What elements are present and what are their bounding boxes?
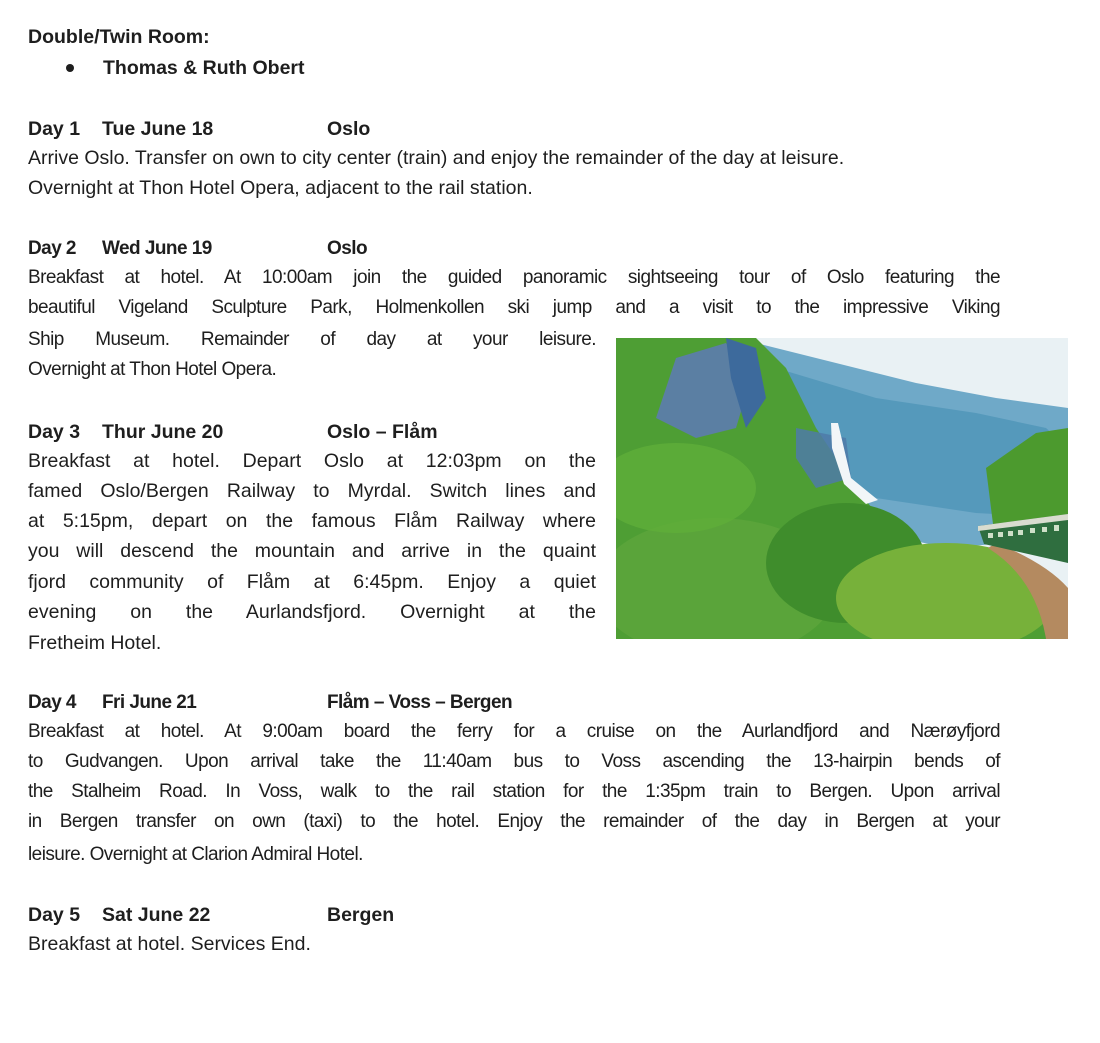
day-location: Oslo: [327, 118, 371, 140]
day-text-line: Overnight at Thon Hotel Opera, adjacent to the rail station.: [28, 177, 533, 199]
day-text-line: leisure. Overnight at Clarion Admiral Hotel.: [28, 844, 363, 865]
day-location: Oslo: [327, 238, 368, 259]
day-text-line: Arrive Oslo. Transfer on own to city center (train) and enjoy the remainder of the day at leisure.: [28, 147, 845, 169]
day-text-line: Fretheim Hotel.: [28, 632, 162, 654]
day-number: Day 3: [28, 421, 81, 443]
day-text-line: evening on the Aurlandsfjord. Overnight at the: [28, 601, 596, 623]
day-location: Bergen: [327, 904, 395, 926]
day-date: Tue June 18: [102, 118, 214, 140]
guest-name: Thomas & Ruth Obert: [103, 57, 305, 79]
day-text-line: at 5:15pm, depart on the famous Flåm Railway where: [28, 510, 596, 532]
room-heading: Double/Twin Room:: [28, 26, 210, 48]
day-date: Thur June 20: [102, 421, 224, 443]
day-number: Day 4: [28, 692, 76, 713]
day-text-line: Breakfast at hotel. At 9:00am board the ferry for a cruise on the Aurlandfjord and Nærøyfjord: [28, 721, 1000, 742]
day-text-line: the Stalheim Road. In Voss, walk to the rail station for the 1:35pm train to Bergen. Upon arrival: [28, 781, 1000, 802]
day-date: Wed June 19: [102, 238, 212, 259]
day-location: Oslo – Flåm: [327, 421, 438, 443]
day-text-line: to Gudvangen. Upon arrival take the 11:40am bus to Voss ascending the 13-hairpin bends of: [28, 751, 1000, 772]
day-text-line: Breakfast at hotel. At 10:00am join the guided panoramic sightseeing tour of Oslo featuring the: [28, 267, 1000, 288]
day-location: Flåm – Voss – Bergen: [327, 692, 513, 713]
day-text-line: Ship Museum. Remainder of day at your leisure.: [28, 329, 596, 350]
day-number: Day 5: [28, 904, 81, 926]
day-date: Fri June 21: [102, 692, 197, 713]
day-text-line: Breakfast at hotel. Depart Oslo at 12:03pm on the: [28, 450, 596, 472]
day-text-line: you will descend the mountain and arrive in the quaint: [28, 540, 596, 562]
day-number: Day 1: [28, 118, 81, 140]
day-text-line: fjord community of Flåm at 6:45pm. Enjoy a quiet: [28, 571, 596, 593]
day-text-line: Breakfast at hotel. Services End.: [28, 933, 311, 955]
day-text-line: in Bergen transfer on own (taxi) to the hotel. Enjoy the remainder of the day in Bergen at your: [28, 811, 1000, 832]
day-date: Sat June 22: [102, 904, 211, 926]
day-text-line: famed Oslo/Bergen Railway to Myrdal. Switch lines and: [28, 480, 596, 502]
day-text-line: Overnight at Thon Hotel Opera.: [28, 359, 277, 380]
landscape-image-icon: [616, 338, 1068, 639]
day-number: Day 2: [28, 238, 76, 259]
flam-railway-photo: [616, 338, 1068, 639]
day-text-line: beautiful Vigeland Sculpture Park, Holmenkollen ski jump and a visit to the impressive Viking: [28, 297, 1000, 318]
bullet-icon: [66, 64, 74, 72]
